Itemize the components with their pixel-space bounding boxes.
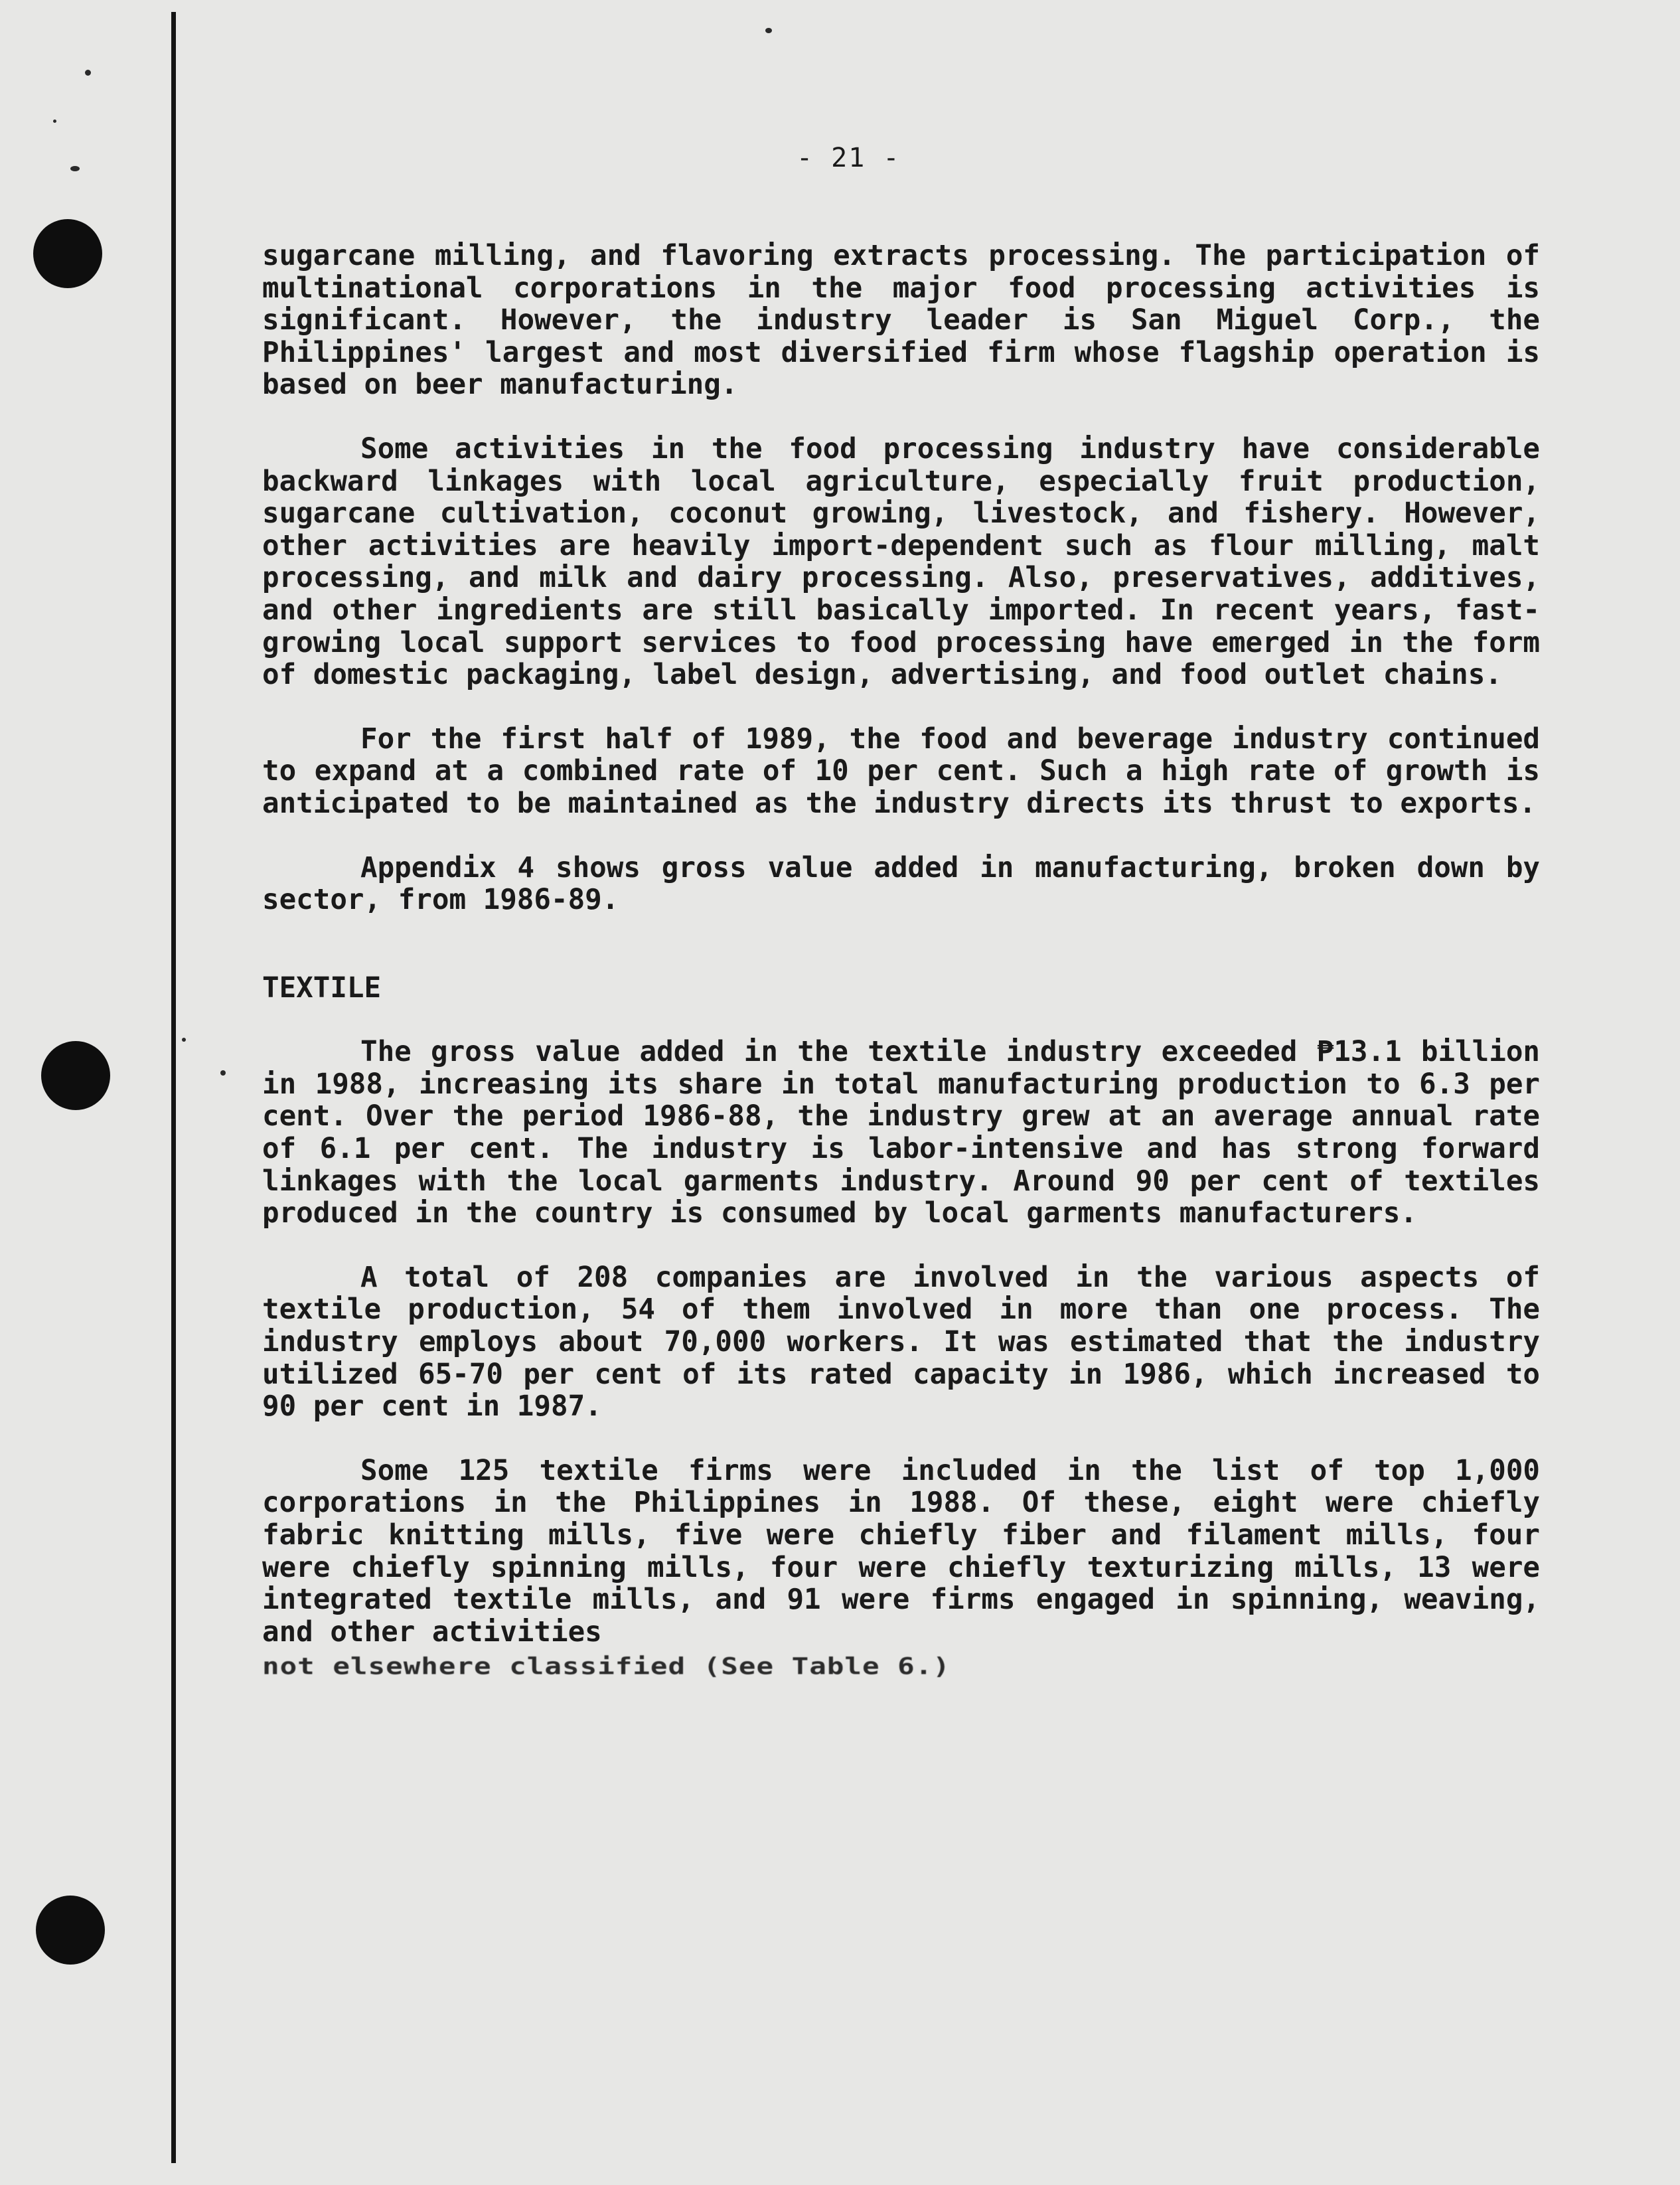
paragraph: sugarcane milling, and flavoring extracts processing. The participation of multinational corporations in the major food processing activities is significant. However, the industry leader is San Miguel Corp., the Philippines' largest and most diversified firm whose flagship operation is based on beer manufacturing. — [262, 240, 1540, 402]
paragraph: For the first half of 1989, the food and beverage industry continued to expand at a combined rate of 10 per cent. Such a high rate of growth is anticipated to be maintained as the industry directs its thrust to exports. — [262, 722, 1540, 820]
scan-speck — [182, 1038, 186, 1042]
body-text — [262, 240, 1540, 1686]
section-heading: TEXTILE — [262, 971, 382, 1005]
scan-speck — [220, 1070, 226, 1076]
paragraph: Appendix 4 shows gross value added in manufacturing, broken down by sector, from 1986-89. — [262, 851, 1540, 917]
scan-speck — [70, 166, 80, 171]
paragraph: The gross value added in the textile industry exceeded ₱13.1 billion in 1988, increasing its share in total manufacturing production to 6.3 per cent. Over the period 1986-88, the industry grew at an average annual rate of 6.1 per cent. The industry is labor-intensive and has strong forward linkages with the local garments industry. Around 90 per cent of textiles produced in the country is consumed by local garments manufacturers. — [262, 1036, 1540, 1230]
paragraph: A total of 208 companies are involved in the various aspects of textile production, 54 of them involved in more than one process. The industry employs about 70,000 workers. It was estimated that the industry utilized 65-70 per cent of its rated capacity in 1986, which increased to 90 per cent in 1987. — [262, 1261, 1540, 1423]
punch-hole-top — [33, 219, 102, 288]
punch-hole-middle — [41, 1041, 110, 1110]
scan-speck — [765, 28, 772, 33]
punch-hole-bottom — [36, 1896, 105, 1965]
paragraph: Some activities in the food processing industry have considerable backward linkages with local agriculture, especially fruit production, sugarcane cultivation, coconut growing, livestock, and fishery. However, other activities are heavily import-dependent such as flour milling, malt processing, and milk and dairy processing. Also, preservatives, additives, and other ingredients are still basically imported. In recent years, fast-growing local support services to food processing have emerged in the form of domestic packaging, label design, advertising, and food outlet chains. — [262, 432, 1540, 692]
smudged-last-line: not elsewhere classified (See Table 6.) — [262, 1653, 951, 1680]
scan-speck — [85, 70, 91, 76]
paragraph: Some 125 textile firms were included in the list of top 1,000 corporations in the Philippines in 1988. Of these, eight were chiefly fabric knitting mills, five were chiefly fiber and filament mills, four were chiefly spinning mills, four were chiefly texturizing mills, 13 were integrated textile mills, and 91 were firms engaged in spinning, weaving, and other activities — [262, 1454, 1540, 1649]
margin-rule — [171, 12, 176, 2163]
page-number: - 21 - — [797, 143, 901, 173]
scan-speck — [53, 120, 56, 123]
